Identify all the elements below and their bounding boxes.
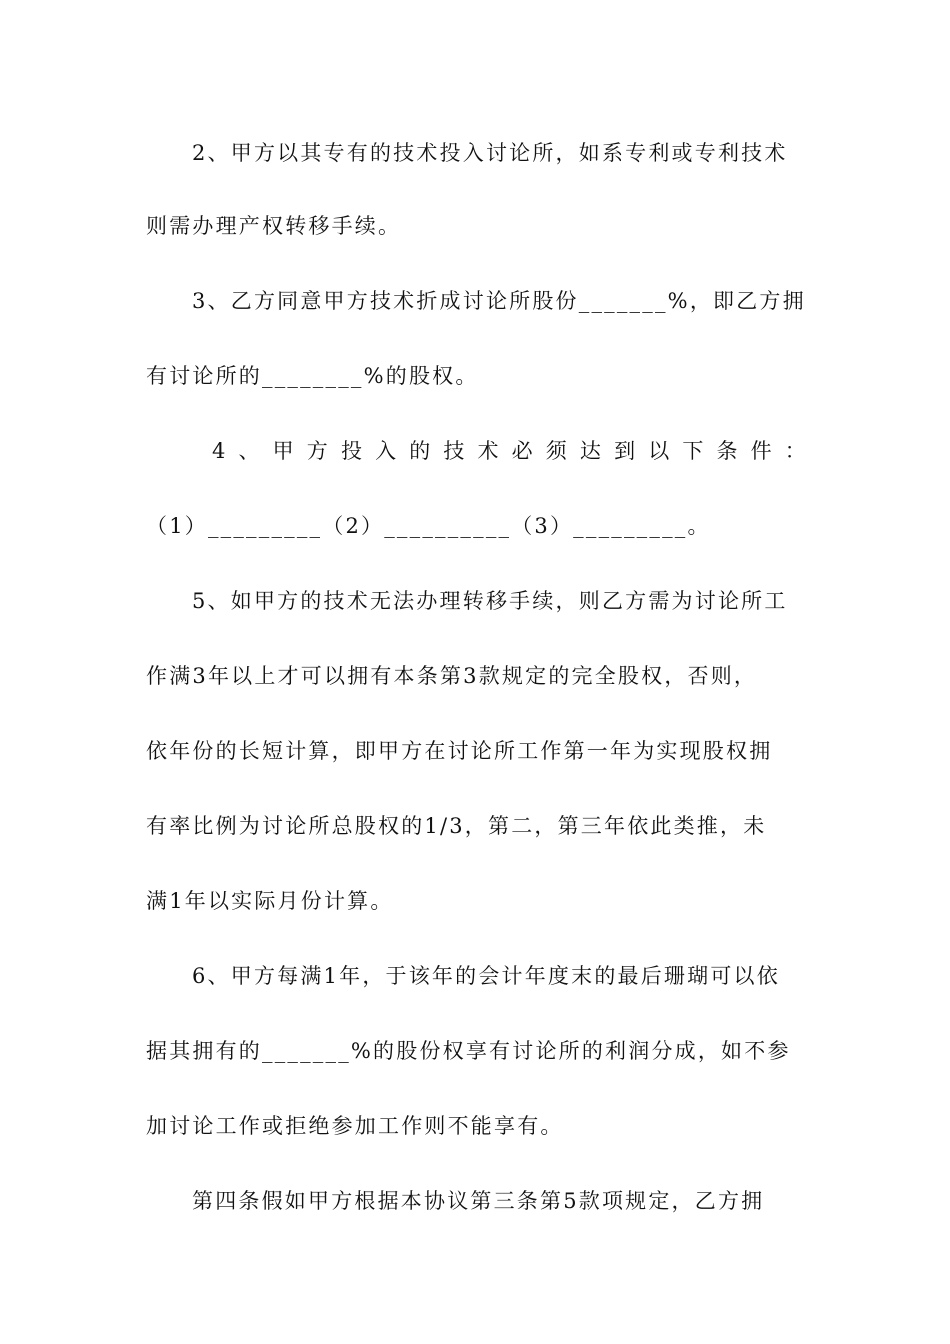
spread-char: 到 (614, 439, 636, 463)
clause-2-line-2: 则需办理产权转移手续。 (146, 214, 402, 238)
spread-char: 下 (682, 439, 704, 463)
clause-6-line-3: 加讨论工作或拒绝参加工作则不能享有。 (146, 1114, 564, 1138)
clause-5-line-3: 依年份的长短计算，即甲方在讨论所工作第一年为实现股权拥 (146, 739, 773, 763)
spread-char: 方 (306, 439, 328, 463)
spread-char: 技 (443, 439, 465, 463)
spread-char: 、 (238, 439, 260, 463)
clause-6-line-2: 据其拥有的_______%的股份权享有讨论所的利润分成，如不参 (146, 1039, 791, 1063)
spread-char: 条 (716, 439, 738, 463)
clause-6-line-1: 6、甲方每满1年，于该年的会计年度末的最后珊瑚可以依 (192, 964, 780, 988)
spread-char: 入 (375, 439, 397, 463)
spread-char: 须 (545, 439, 567, 463)
spread-char: 术 (477, 439, 499, 463)
clause-5-line-2: 作满3年以上才可以拥有本条第3款规定的完全股权，否则， (146, 664, 758, 688)
clause-3-line-2: 有讨论所的________%的股权。 (146, 364, 479, 388)
spread-char: 的 (409, 439, 431, 463)
clause-4-conditions: （1）_________（2）__________（3）_________。 (146, 514, 711, 538)
spread-char: 件 (750, 439, 772, 463)
clause-3-line-1: 3、乙方同意甲方技术折成讨论所股份_______%，即乙方拥 (192, 289, 806, 313)
spread-char: 以 (648, 439, 670, 463)
spread-char: ： (784, 439, 806, 463)
spread-char: 达 (579, 439, 601, 463)
clause-5-line-4: 有率比例为讨论所总股权的1/3，第二，第三年依此类推，未 (146, 814, 767, 838)
clause-5-line-1: 5、如甲方的技术无法办理转移手续，则乙方需为讨论所工 (192, 589, 788, 613)
spread-char: 投 (340, 439, 362, 463)
clause-5-line-5: 满1年以实际月份计算。 (146, 889, 394, 913)
spread-char: 4 (212, 439, 226, 463)
spread-char: 甲 (272, 439, 294, 463)
clause-4-line-1 (212, 436, 806, 466)
spread-char: 必 (511, 439, 533, 463)
article-4-line-1: 第四条假如甲方根据本协议第三条第5款项规定，乙方拥 (192, 1189, 765, 1213)
clause-2-line-1: 2、甲方以其专有的技术投入讨论所，如系专利或专利技术 (192, 141, 788, 165)
